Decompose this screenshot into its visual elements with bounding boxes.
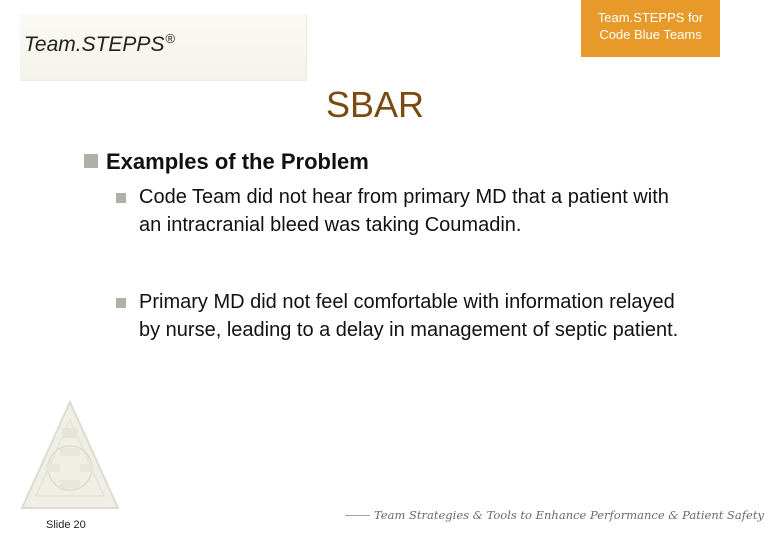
bullet-item-2: Primary MD did not feel comfortable with information relayed by nurse, leading to a delay in management of septic patient.: [139, 291, 679, 341]
footer-tagline: Team Strategies & Tools to Enhance Performance & Patient Safety: [374, 508, 764, 522]
square-bullet-icon: [84, 154, 98, 168]
teamstepps-logo: [24, 31, 175, 57]
slide-heading: Examples of the Problem: [106, 149, 369, 174]
registered-mark: ®: [165, 31, 176, 46]
sub-bullet-icon: [116, 298, 126, 308]
sub-bullet-icon: [116, 193, 126, 203]
bullet-item-1: Code Team did not hear from primary MD that a patient with an intracranial bleed was taking Coumadin.: [139, 186, 669, 236]
corner-label: [581, 0, 720, 57]
logo-text: Team.STEPPS: [24, 33, 165, 56]
teamstepps-triangle-watermark-icon: [18, 398, 122, 516]
corner-label-line-1: Team.STEPPS for: [597, 10, 704, 25]
slide-number: Slide 20: [46, 519, 86, 531]
footer-divider: [345, 515, 370, 516]
slide-title: SBAR: [325, 84, 425, 125]
corner-label-line-2: Code Blue Teams: [599, 27, 702, 42]
